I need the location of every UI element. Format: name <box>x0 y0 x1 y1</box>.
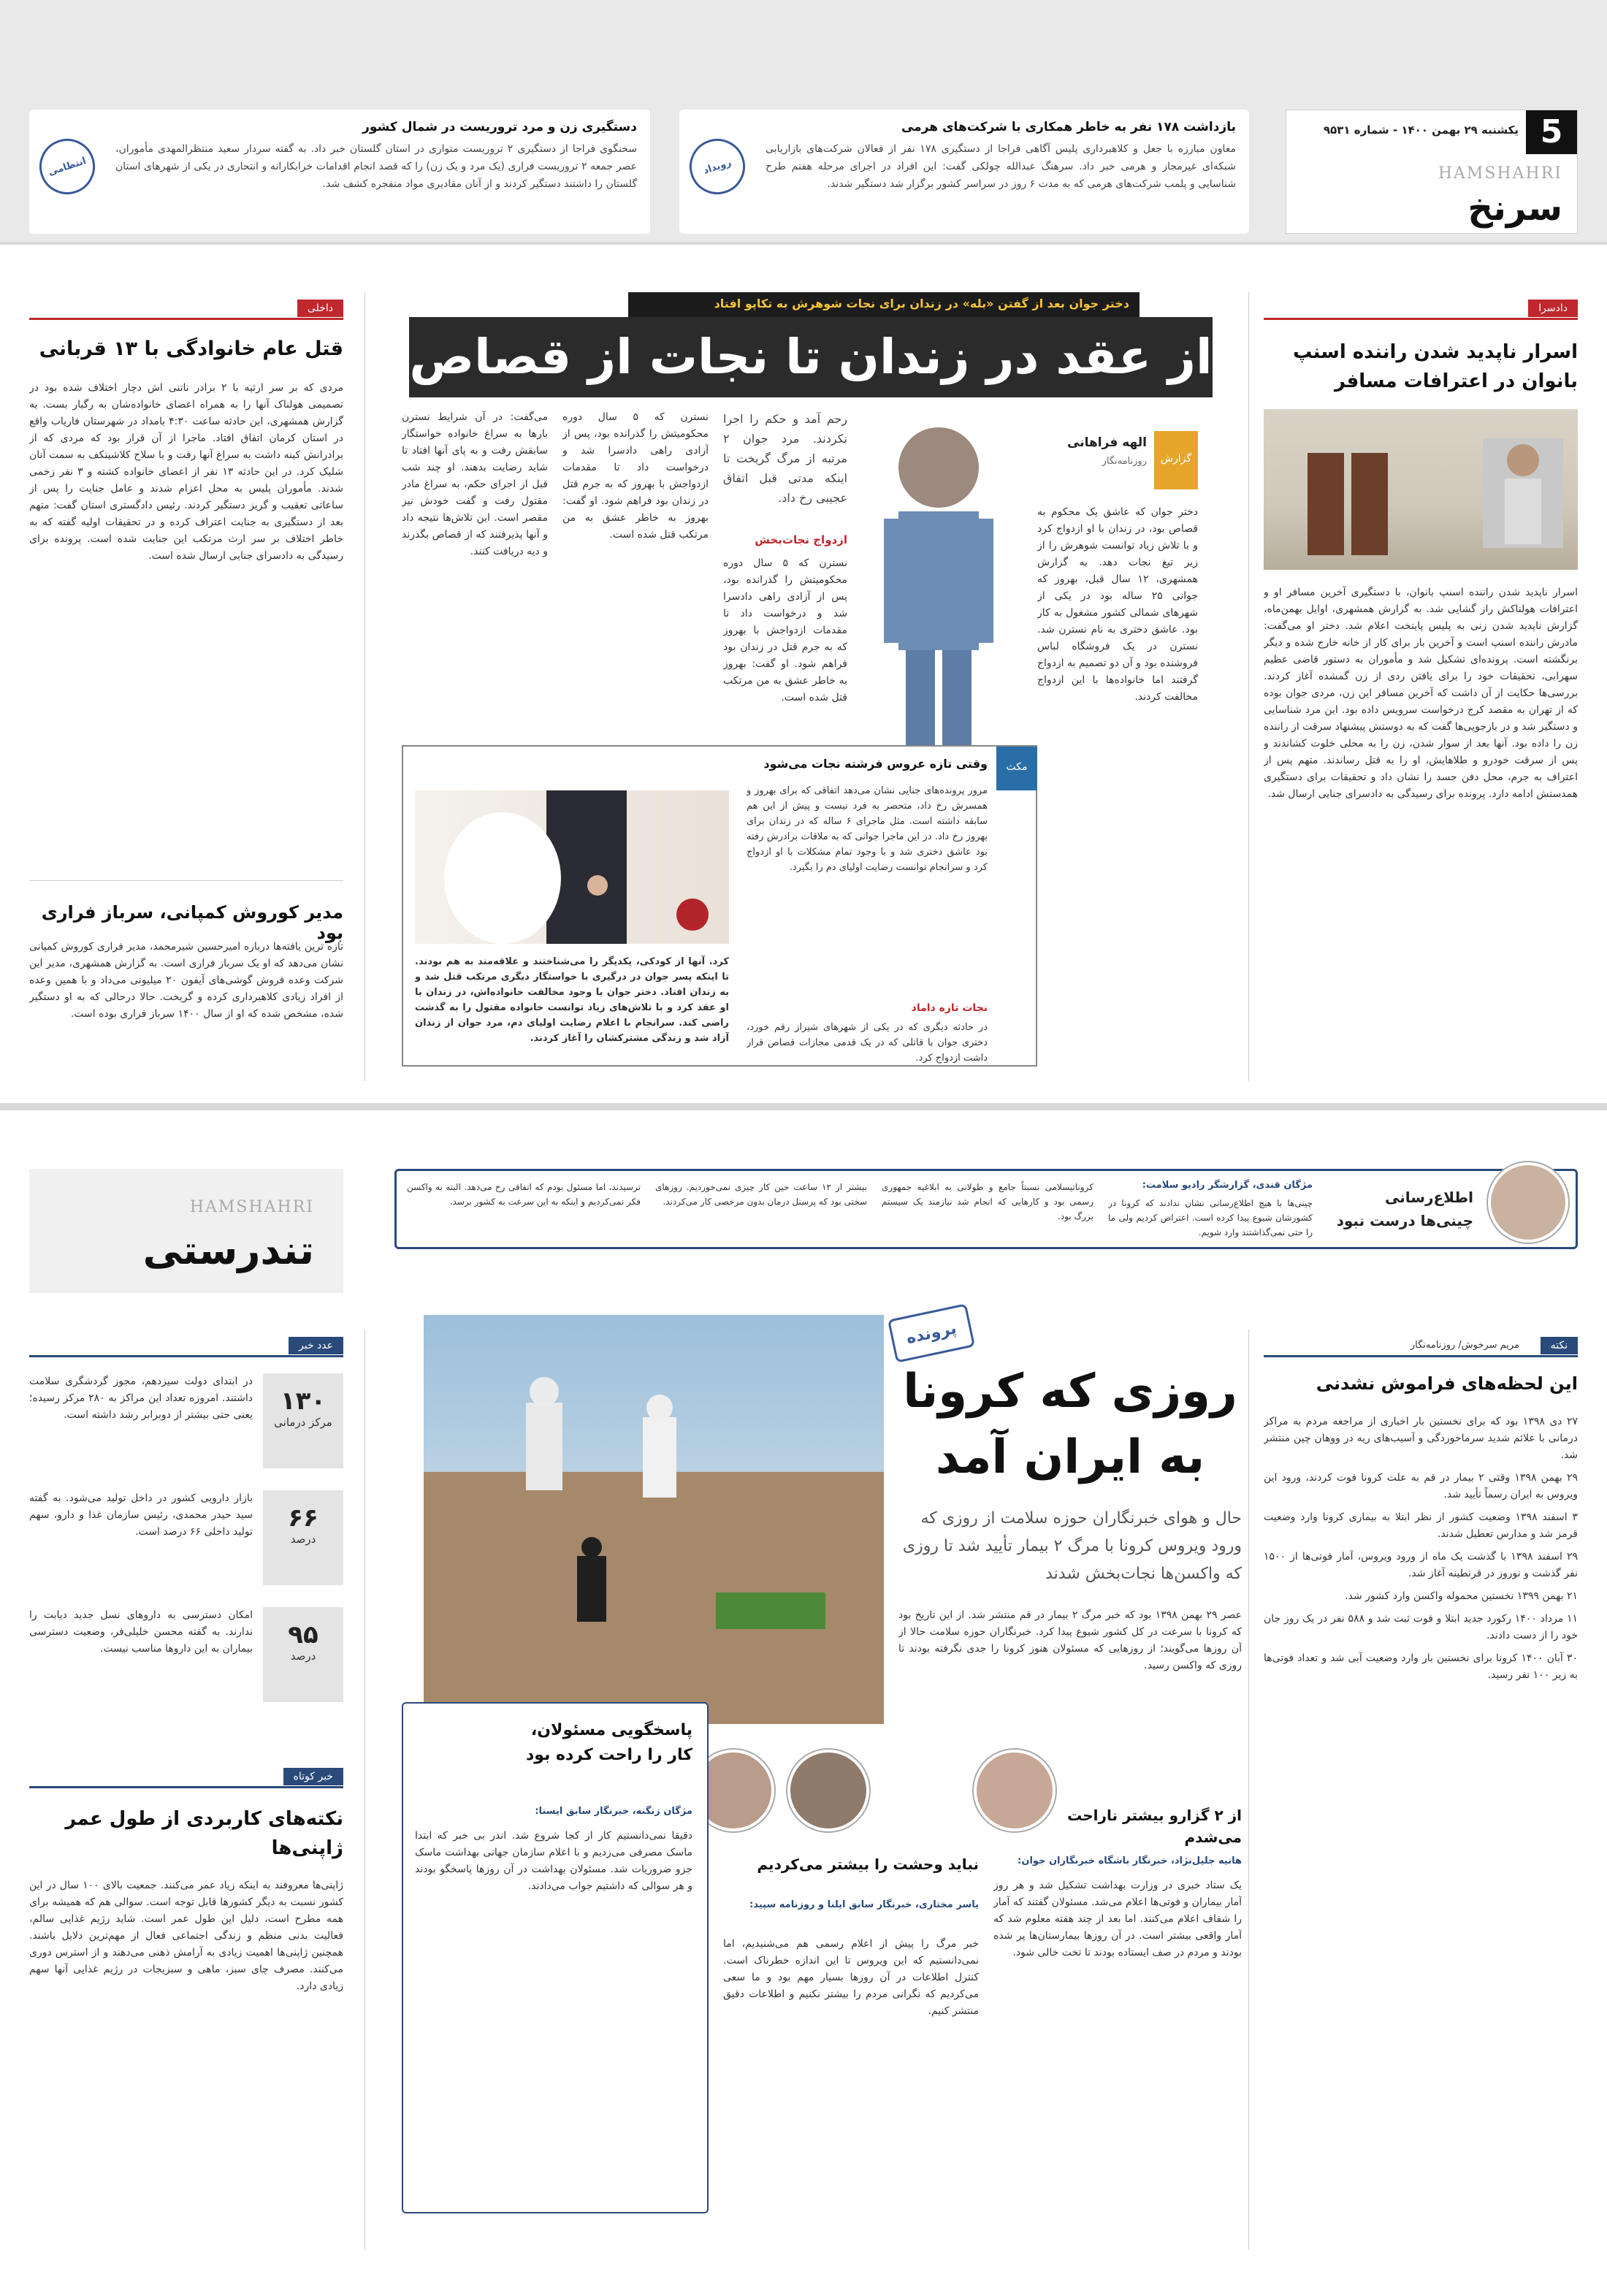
news-left-stamp: رویداد <box>682 131 752 202</box>
cemetery-image <box>424 1315 884 1724</box>
sub3-name: مژگان زنگنه، خبرنگار سابق ایسنا: <box>535 1806 692 1817</box>
divider <box>29 880 343 881</box>
headline-mass-murder: قتل عام خانوادگی با ۱۳ قربانی <box>39 337 343 360</box>
hero-man-image <box>855 409 1023 760</box>
stat-value: ۶۶ <box>288 1503 318 1533</box>
banner-author-title: اطلاع‌رسانی چینی‌ها درست نبود <box>1336 1189 1473 1229</box>
wedding-image <box>415 790 729 944</box>
stat-row <box>29 1607 343 1717</box>
sub3-title: پاسخگویی مسئولان، کار را راحت کرده بود <box>525 1721 692 1764</box>
banner-col-3: بیشتر از ۱۲ ساعت حین کار چیزی نمی‌خوردیم. روزهای سختی بود که پرسنل درمان بدون مرخصی کار می‌کردند. <box>655 1182 867 1207</box>
hero-story <box>380 292 1227 1081</box>
category-label: خبر کوتاه <box>283 1768 343 1785</box>
corona-deck: حال و هوای خبرنگاران حوزه سلامت از روزی که ورود ویروس کرونا با مرگ ۲ بیمار تأیید شد تا روزی که واکسن‌ها نجات‌بخش شدند <box>902 1509 1242 1583</box>
hero-col-mid-2: نسترن که ۵ سال دوره محکومیتش را گذرانده بود، پس از آزادی راهی دادسرا شد و درخواست داد تا مقدمات ازدواجش با بهروز که به جرم قتل در زندان بود فراهم شود. او گفت: بهروز به خاطر عشق به من مرتکب قتل شده است. <box>562 411 709 541</box>
article-kourosh: تازه ترین یافته‌ها درباره امیرحسین شیرمحمد، مدیر فراری کوروش کمپانی نشان می‌دهد که او یک سرباز فراری است. به گزارش همشهری، مدیر این شرکت وعده فروش گوشی‌های آیفون ۲۰ میلیونی می‌داد و با همین وعده از افراد زیادی کلاهبرداری کرده و گریخت. حالا درحالی که به او دستگیر شده، مشخص شده که او از سال ۱۴۰۰ سرباز فراری بوده است. <box>29 941 343 1020</box>
banner-author-name: مژگان قندی، گزارشگر رادیو سلامت: <box>1142 1180 1313 1191</box>
snapp-photo <box>1264 409 1578 570</box>
moment-item: ۲۱ بهمن ۱۳۹۹ نخستین محموله واکسن وارد کشور شد. <box>1345 1590 1578 1602</box>
hero-col-left: می‌گفت: در آن شرایط نسترن بارها به سراغ خانواده خواستگار سابقش رفت و به پای آنها افتاد تا شاید رضایت بدهند. او چند شب قبل از اجرای حکم، به سراغ مادر مقتول رفت و گفت خودش نیز مقصر است. این تلاش‌ها نتیجه داد و آنها پذیرفتند که از قصاص بگذرند و دیه دریافت کنند. <box>402 411 548 557</box>
byline-role: روزنامه‌نگار <box>1102 456 1147 467</box>
hero-col-mid: نسترن که ۵ سال دوره محکومیتش را گذرانده بود، پس از آزادی راهی دادسرا شد و درخواست داد تا مقدمات ازدواجش با بهروز که به جرم قتل در زندان بود فراهم شود. او گفت: بهروز به خاطر عشق به من مرتکب قتل شده است. <box>723 557 847 703</box>
sub2-title: نباید وحشت را بیشتر می‌کردیم <box>757 1856 979 1873</box>
wedding-photo <box>415 790 729 944</box>
brand-name-bottom: HAMSHAHRI <box>189 1198 314 1216</box>
banner-col-1: چینی‌ها با هیچ اطلاع‌رسانی نشان ندادند که کرونا در کشورشان شیوع پیدا کرده است. اعتراض کردیم ولی ما را حتی نمی‌گذاشتند وارد شویم. <box>1108 1198 1313 1237</box>
column-rule <box>1248 292 1249 1081</box>
moment-item: ۲۷ دی ۱۳۹۸ بود که برای نخستین بار اخباری از مراجعه مردم به مراکز درمانی با علائم شدید سرماخوردگی و آسیب‌های ریه در ووهان چین منتشر شد. <box>1264 1416 1578 1461</box>
section-divider <box>0 1103 1607 1110</box>
stat-label: درصد <box>290 1649 316 1663</box>
hero-inner-box <box>402 745 1037 1067</box>
sub2-body: خبر مرگ را پیش از اعلام رسمی هم می‌شنیدیم، اما نمی‌دانستیم که این ویروس تا این اندازه خطرناک است. کنترل اطلاعات در آن روزها بسیار مهم بود و ما سعی می‌کردیم که نگرانی مردم را بیشتر نکنیم و اطلاعات دقیق منتشر کنیم. <box>723 1938 979 2017</box>
page-number: 5 <box>1526 110 1577 154</box>
stat-text: امکان دسترسی به داروهای نسل جدید دیابت را ندارند. به گفته محسن خلیلی‌فر، وضعیت دسترسی بیماران به این داروها مناسب نیست. <box>29 1609 253 1655</box>
suspect-image <box>1264 409 1578 570</box>
stat-row <box>29 1373 343 1483</box>
sub2-name: یاسر مختاری، خبرنگار سابق ایلنا و روزنامه سپید: <box>749 1899 979 1910</box>
corona-headline: روزی که کرونا به ایران آمد <box>903 1365 1237 1484</box>
author-photo <box>1488 1162 1568 1243</box>
stat-label: درصد <box>290 1533 316 1546</box>
stat-badge <box>263 1373 343 1468</box>
corona-photo <box>424 1315 884 1724</box>
hero-kicker-bar <box>628 292 1140 317</box>
sub1-title: از ۲ گزارو بیشتر ناراحت می‌شدم <box>1067 1807 1242 1846</box>
column-rule <box>364 292 365 1081</box>
brand-name: HAMSHAHRI <box>1438 164 1562 183</box>
date-line: یکشنبه ۲۹ بهمن ۱۴۰۰ - شماره ۹۵۳۱ <box>1323 123 1519 137</box>
sub1-body: یک ستاد خبری در وزارت بهداشت تشکیل شد و هر روز آمار بیماران و فوتی‌ها اعلام می‌شد. مسئولان گفتند که آمار را شفاف اعلام می‌کنند. اما بعد از چند هفته معلوم شد که آمار واقعی بیشتر است. در آن روزها بیمارستان‌ها پر شده بودند و مردم در صف ایستاده بودند تا تخت خالی شود. <box>993 1880 1242 1959</box>
masthead-logo-bottom <box>29 1169 343 1293</box>
sub3-body: دقیقا نمی‌دانستیم کار از کجا شروع شد. اندر بی خبر که ابتدا ماسک مصرفی می‌زدیم و با اعلام سازمان جهانی بهداشت ماسک جزو ضروریات شد. مسئولان بهداشت در آن روزها پاسخگو بودند و هر سوالی که داشتیم جواب می‌دادند. <box>415 1830 692 1892</box>
banner-col-2: کروناتیسلامی نسبتاً جامع و طولانی به ابلاغیه جمهوری رسمی بود و کارهایی که انجام شد نیازمند یک سیستم بزرگ بود. <box>882 1182 1093 1221</box>
top-band <box>0 0 1607 245</box>
category-label: دادسرا <box>1528 300 1578 317</box>
moment-item: ۱۱ مرداد ۱۴۰۰ رکورد جدید ابتلا و فوت ثبت شد و ۵۸۸ نفر در یک روز جان خود را از دست دادند. <box>1264 1613 1578 1641</box>
box-title: وقتی تازه عروس فرشته نجات می‌شود <box>763 757 988 771</box>
reporter-photo-1 <box>974 1750 1056 1831</box>
byline-name: الهه فراهانی <box>1067 435 1147 450</box>
hero-photo <box>855 409 1023 760</box>
news-left-body: معاون مبارزه با جعل و کلاهبرداری پلیس آگاهی فراجا از دستگیری ۱۷۸ نفر از فعالان شرکت‌های بازاریابی شبکه‌ای غیرمجاز و هرمی خبر داد. سرهنگ عبدالله چولکی گفت: این افراد در اجرای مرحله هفتم طرح شناسایی و پلمب شرکت‌های هرمی که به مدت ۶ روز در سراسر کشور برگزار شد دستگیر شدند. <box>766 143 1236 190</box>
hero-kicker: دختر جوان بعد از گفتن «بله» در زندان برای نجات شوهرش به تکاپو افتاد <box>714 297 1129 310</box>
moment-item: ۳۰ آبان ۱۴۰۰ کرونا برای نخستین بار وارد وضعیت آبی شد و تعداد فوتی‌ها به زیر ۱۰۰ نفر رسید. <box>1264 1652 1578 1681</box>
article-snapp: اسرار ناپدید شدن راننده اسنپ بانوان، با دستگیری آخرین مسافر او و اعترافات هولناکش راز گشایی شد. به گزارش همشهری، اوایل بهمن‌ماه، گزارش ناپدید شدن زنی به پلیس پایتخت اعلام شد. دختر او می‌گفت: مادرش راننده اسنپ است و آخرین بار برای کار از خانه خارج شده و دیگر برنگشته است. پرونده‌ای تشکیل شد و مأموران به دستور قاضی عظیم سهرابی، تحقیقات خود را برای یافتن ردی از زن گمشده آغاز کردند. بررسی‌ها حکایت از آن داشت که آخرین مسافر این زن، مردی جوان بوده که از تهران به مقصد کرج درخواست سرویس داده بود. این مرد شناسایی و دستگیر شد و در بازجویی‌ها گفت که به دوستش پیشنهاد سرقت از راننده زن را داده بود. آنها بعد از سوار شدن، زن را به محلی خلوت کشاندند و پس از سرقت خودرو و طلاهایش، او را به قتل رساندند. متهم پس از اعتراف به جرم، محل دفن جسد را نشان داد و تحقیقات برای دستگیری همدستش ادامه دارد. پرونده برای رسیدگی به دادسرای جنایی ارسال شد. <box>1264 587 1578 800</box>
category-label: نکته <box>1541 1337 1578 1354</box>
section-title-bottom: تندرستی <box>142 1227 314 1273</box>
stat-value: ۹۵ <box>288 1620 318 1649</box>
news-right-body: سخنگوی فراجا از دستگیری ۲ تروریست متواری در استان گلستان خبر داد. به گفته سردار سعید منتظرالمهدی مأموران، عصر جمعه ۲ تروریست فراری (یک مرد و یک زن) را که قصد انجام اقدامات خرابکارانه و انتحاری در یکی از شهرهای استان گلستان را داشتند دستگیر کردند و از آنان مقادیری مواد منفجره کشف شد. <box>115 143 637 190</box>
headline-japan: نکته‌های کاربردی از طول عمر ژاپنی‌ها <box>65 1808 343 1859</box>
hero-subhead-marriage: ازدواج نجات‌بخش <box>755 533 847 546</box>
sub1-name: هانیه جلیل‌نژاد، خبرنگار باشگاه خبرنگاران جوان: <box>1018 1856 1242 1866</box>
column-rule <box>1248 1330 1249 2250</box>
box-tag: مکث <box>996 747 1037 790</box>
reporter-photo-2 <box>787 1750 869 1831</box>
masthead-logo <box>1286 110 1578 234</box>
stat-label: مرکز درمانی <box>274 1416 332 1429</box>
corona-stamp: پرونده <box>888 1303 975 1363</box>
moment-item: ۲۹ بهمن ۱۳۹۸ وقتی ۲ بیمار در قم به علت کرونا فوت کردند، ورود این ویروس به ایران رسماً تأیید شد. <box>1264 1472 1578 1500</box>
hero-headline-bar <box>409 317 1213 397</box>
article-mass-murder: مردی که بر سر ارثیه با ۲ برادر ناتنی اش دچار اختلاف شده بود در تصمیمی هولناک آنها را به همراه اعضای خانواده‌شان به رگبار بست. به گزارش همشهری، این حادثه ساعت ۴:۳۰ بامداد در شهرستان فاریاب واقع در استان کرمان اتفاق افتاد. ماجرا از آن قرار بود که مردی که از برادرانش کینه داشت به سراغ آنها رفت و با سلاح کلاشینکف به سمت آنان شلیک کرد. در این حادثه ۱۳ نفر از اعضای خانواده کشته و ۳ نفر زخمی شدند. مأموران پلیس به محل اعزام شدند و عامل جنایت را پس از ساعاتی تعقیب و گریز دستگیر کردند. رئیس دادگستری استان گفت: متهم بعد از دستگیری به جنایت اعتراف کرده و در تحقیقات اولیه گفته که به خاطر اختلاف بر سر ارث مرتکب این جنایت شده است. پرونده برای رسیدگی به دادسرای جنایی ارسال شده است. <box>29 382 343 562</box>
stat-badge <box>263 1490 343 1585</box>
hero-quote: رحم آمد و حکم را اجرا نکردند. مرد جوان ۲ مرتبه از مرگ گریخت تا اینکه مدتی قبل اتفاق عجیبی رخ داد. <box>723 412 847 505</box>
quote-banner <box>394 1169 1578 1249</box>
box-col-left: کرد. آنها از کودکی، یکدیگر را می‌شناختند و علاقه‌مند به هم بودند. تا اینکه پسر جوان در درگیری با خواستگار دیگری مرتکب قتل شد و به زندان افتاد. دختر جوان با وجود مخالفت خانواده‌اش، در زندان با او عقد کرد و با تلاش‌های زیاد توانست خانواده مقتول را به گذشت راضی کند. سرانجام با اعلام رضایت اولیای دم، مرد جوان از زندان آزاد شد و زندگی مشترکشان را آغاز کردند. <box>415 956 729 1044</box>
category-bar-nokte <box>1264 1337 1578 1357</box>
column-rule <box>364 1330 365 2250</box>
headline-snapp: اسرار ناپدید شدن راننده اسنپ بانوان در اعترافات مسافر <box>1293 341 1578 392</box>
category-bar-dakheli <box>29 300 343 320</box>
news-right-stamp: انتظامی <box>32 131 102 202</box>
banner-col-4: ترسیدند، اما مسئول بودم که اتفاقی رخ می‌دهد. البته به واکسن فکر نمی‌کردیم و اینکه به این سرعت به کشور برسد. <box>407 1182 641 1207</box>
news-left-title: بازداشت ۱۷۸ نفر به خاطر همکاری با شرکت‌های هرمی <box>901 120 1236 134</box>
moments-list <box>1264 1414 1578 1690</box>
article-japan: ژاپنی‌ها معروفند به اینکه زیاد عمر می‌کنند. جمعیت بالای ۱۰۰ سال در این کشور نسبت به دیگر کشورها قابل توجه است. سوالی هم که همیشه برای همه مطرح است، دلیل این طول عمر است. شاید رژیم غذایی سالم، فعالیت بدنی منظم و زندگی اجتماعی فعال از مهم‌ترین دلایل باشند. همچنین ژاپنی‌ها اهمیت زیادی به آرامش ذهنی می‌دهند و از استرس دوری می‌کنند. مصرف چای سبز، ماهی و سبزیجات در رژیم غذایی آنها سهم زیادی دارد. <box>29 1880 343 1992</box>
stat-text: در ابتدای دولت سیزدهم، مجوز گردشگری سلامت داشتند. امروزه تعداد این مراکز به ۲۸۰ مرکز رسیده؛ یعنی حتی بیشتر از دوبرابر رشد داشته است. <box>29 1376 253 1421</box>
stat-badge <box>263 1607 343 1702</box>
byline-sarkhosh: مریم سرخوش/ روزنامه‌نگار <box>1410 1340 1519 1351</box>
hero-lead: دختر جوان که عاشق یک محکوم به قصاص بود، در زندان با او ازدواج کرد و با تلاش زیاد توانست شوهرش را از زیر تیغ نجات دهد. به گزارش همشهری، ۱۲ سال قبل، بهروز که جوانی ۲۵ ساله بود در یکی از شهرهای شمالی کشور مشغول به کار بود. عاشق دختری به نام نسترن شد. نسترن در یک فروشگاه لباس فروشنده بود و آن دو تصمیم به ازدواج گرفتند اما خانواده‌ها با این ازدواج مخالفت کردند. <box>1037 506 1198 703</box>
news-right-title: دستگیری زن و مرد تروریست در شمال کشور <box>362 120 637 134</box>
box-col-right: مرور پرونده‌های جنایی نشان می‌دهد اتفاقی که برای بهروز و همسرش رخ داد، متحصر به فرد نیست و پیش از این هم سابقه داشته است. مثل ماجرای ۶ ساله که در زندان برای بهروز رخ داد. در این ماجرا جوانی که به ملاقات برادرش رفته بود عاشق دختری شد و با وجود تمام مشکلات با او ازدواج کرد و سرانجام توانست رضایت اولیای دم را بگیرد. <box>747 785 988 873</box>
category-label: عدد خبر <box>289 1337 343 1354</box>
stat-text: بازار دارویی کشور در داخل تولید می‌شود. به گفته سید حیدر محمدی، رئیس سازمان غذا و دارو، سهم تولید داخلی ۶۶ درصد است. <box>29 1492 253 1538</box>
category-bar-dadsara <box>1264 300 1578 320</box>
stat-value: ۱۳۰ <box>280 1387 327 1416</box>
stat-row <box>29 1490 343 1600</box>
section-title: سرنخ <box>1467 188 1562 229</box>
sub3-box <box>402 1702 709 2213</box>
corona-intro: عصر ۲۹ بهمن ۱۳۹۸ بود که خبر مرگ ۲ بیمار در قم منتشر شد. از این تاریخ بود که کرونا با سرعت در کل کشور شیوع پیدا کرد. خبرنگاران حوزه سلامت حالا از آن روزها می‌گویند؛ از روزهایی که مسئولان هنوز کرونا را جدی نگرفته بودند تا روزی که واکسن رسید. <box>898 1609 1242 1671</box>
moment-item: ۳ اسفند ۱۳۹۸ وضعیت کشور از نظر ابتلا به بیماری کرونا وارد وضعیت قرمز شد و مدارس تعطیل شدند. <box>1264 1511 1578 1540</box>
hero-headline: از عقد در زندان تا نجات از قصاص <box>409 329 1213 385</box>
box-col-right-2: در حادثه دیگری که در یکی از شهرهای شیراز رقم خورد، دختری جوان با قاتلی که در یک قدمی مجازات قصاص قرار داشت ازدواج کرد. <box>747 1022 988 1064</box>
category-bar-short-news <box>29 1768 343 1788</box>
box-subhead: نجات تازه داماد <box>911 1002 988 1014</box>
category-bar-stats <box>29 1337 343 1357</box>
news-left <box>679 110 1249 234</box>
headline-moments: این لحظه‌های فراموش نشدنی <box>1316 1373 1578 1394</box>
headline-kourosh: مدیر کوروش کمپانی، سرباز فراری بود <box>41 902 343 943</box>
category-label: داخلی <box>297 300 343 317</box>
moment-item: ۲۹ اسفند ۱۳۹۸ با گذشت یک ماه از ورود ویروس، آمار فوتی‌ها از ۱۵۰۰ نفر گذشت و نوروز در قرنطینه آغاز شد. <box>1264 1551 1578 1579</box>
byline-tag: گزارش <box>1154 431 1198 489</box>
news-right <box>29 110 650 234</box>
